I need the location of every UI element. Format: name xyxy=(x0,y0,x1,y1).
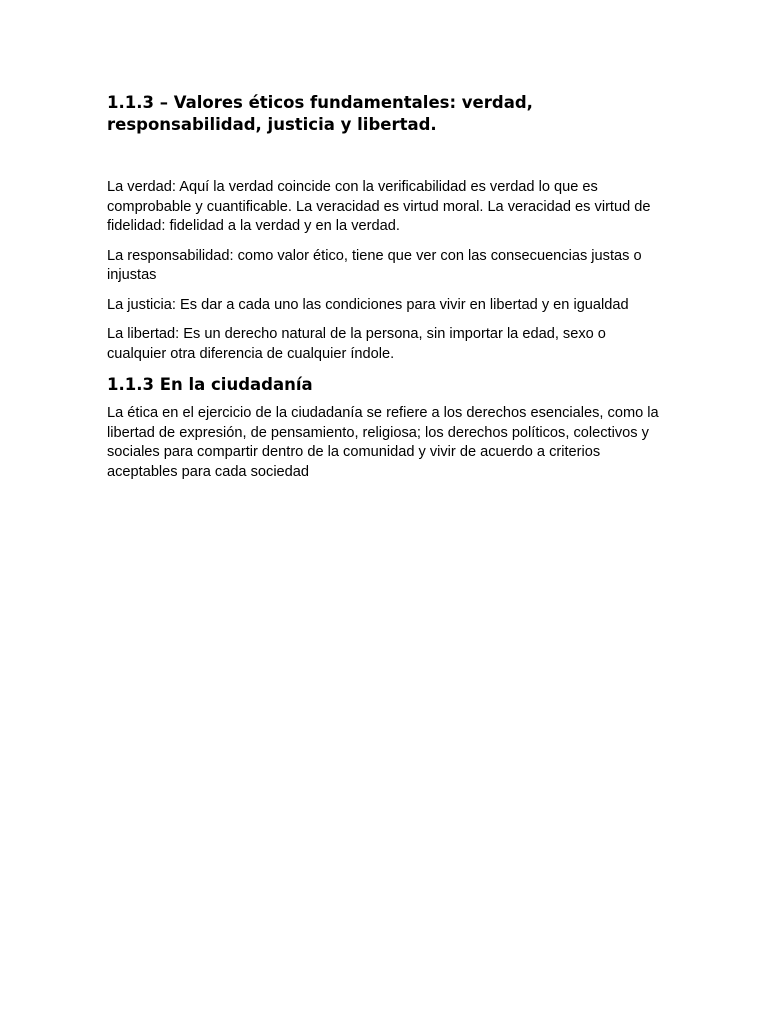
section-heading: 1.1.3 En la ciudadanía xyxy=(107,375,313,394)
document-page xyxy=(107,92,667,492)
paragraph-responsabilidad: La responsabilidad: como valor ético, tiene que ver con las consecuencias justas o injustas xyxy=(107,247,642,283)
paragraph-justicia: La justicia: Es dar a cada uno las condiciones para vivir en libertad y en igualdad xyxy=(107,296,629,313)
paragraph-ciudadania: La ética en el ejercicio de la ciudadanía se refiere a los derechos esenciales, como la libertad de expresión, de pensamiento, religiosa; los derechos políticos, colectivos y sociales para compartir dentro de la comunidad y vivir de acuerdo a criterios aceptables para cada sociedad xyxy=(107,405,659,480)
paragraph-libertad: La libertad: Es un derecho natural de la persona, sin importar la edad, sexo o cualquier otra diferencia de cualquier índole. xyxy=(107,326,606,362)
paragraph-verdad: La verdad: Aquí la verdad coincide con la verificabilidad es verdad lo que es comprobable y cuantificable. La veracidad es virtud moral. La veracidad es virtud de fidelidad: fidelidad a la verdad y en la verdad. xyxy=(107,179,651,234)
document-title: 1.1.3 – Valores éticos fundamentales: verdad, responsabilidad, justicia y libertad. xyxy=(107,93,533,134)
